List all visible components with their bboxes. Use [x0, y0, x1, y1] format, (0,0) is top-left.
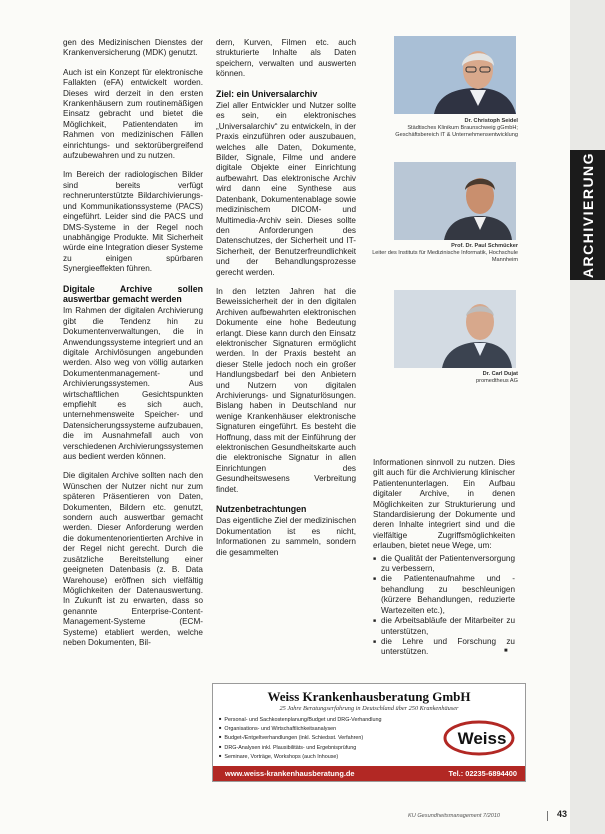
body-paragraph: Auch ist ein Konzept für elektronische Fallakten (eFA) entwickelt worden. Dieses wird derzeit in den ersten Krankenhäusern zum routinemäßigen Einsatz gebracht und bietet die Möglichkeit, Patientendaten im Rahmen von medizinischen Fällen einrichtungs- und sektorübergreifend aufzubewahren und zu nutzen. [63, 67, 203, 161]
body-paragraph: Ziel aller Entwickler und Nutzer sollte es sein, ein elektronisches „Universalarchiv“ zu entwickeln, in der Praxis einzuführen oder auszubauen, welches alle Daten, Dokumente, Bilder, Signale, Filme und andere digitale Objekte einer Einrichtung aufbewahrt. Das elektronische Archiv wird dann eine Synthese aus Datenbank, Dokumentenablage sowie medizinischem DICOM- und Multimedia-Archiv sein. Dieses sollte den Anforderungen des Datenschutzes, der Sicherheit und IT-Sicherheit, der Benutzerfreundlichkeit und der Behandlungsprozesse gerecht werden. [216, 101, 356, 277]
section-tab [570, 150, 605, 280]
body-paragraph: Informationen sinnvoll zu nutzen. Dies gilt auch für die Archivierung klinischer Patientenunterlagen. Ein Aufbau digitaler Archive, in denen Möglichkeiten zur Strukturierung und Standardisierung der Dokumente und deren Inhalte integriert sind und die vielfältige Zugriffsmöglichkeiten erlauben, bietet neue Wege, um: [373, 458, 515, 551]
ad-service-item: ■ Seminare, Vorträge, Workshops (auch Inhouse) [219, 752, 437, 761]
ad-service-item: ■ Organisations- und Wirtschaftlichkeitsanalysen [219, 724, 437, 733]
logo-wordmark: Weiss [457, 729, 507, 748]
author-photo [394, 162, 516, 240]
benefit-list [373, 554, 515, 658]
advertisement [212, 683, 526, 782]
person-role: Städtisches Klinikum Braunschweig gGmbH; Geschäftsbereich IT & Unternehmensentwicklung [395, 125, 518, 138]
ad-service-item: ■ Personal- und Sachkostenplanung/Budget und DRG-Verhandlung [219, 715, 437, 724]
article-end-mark: ■ [504, 648, 508, 654]
body-paragraph: Im Bereich der radiologischen Bilder sind bereits verfügt rechnerunterstützte Bildarchivierungs- und Kommunikationssysteme (PACS) eingeführt. Leider sind die PACS und DMS-Systeme in der Regel noch unabhängige Produkte. Mit Sicherheit würde eine Integration dieser Systeme zu einigen spürbaren Synergieeffekten führen. [63, 170, 203, 274]
section-heading: Nutzenbetrachtungen [216, 504, 307, 515]
author-photo [394, 290, 516, 368]
ad-service-list [219, 715, 437, 761]
body-paragraph: Das eigentliche Ziel der medizinischen Dokumentation ist es nicht, Informationen zu sammeln, sondern die gesammelten [216, 516, 356, 557]
publication-name: KU Gesundheitsmanagement 7/2010 [408, 813, 501, 819]
footer-divider [547, 811, 548, 821]
list-item: ■ die Arbeitsabläufe der Mitarbeiter zu unterstützen, [373, 616, 515, 637]
photo-caption [372, 118, 518, 139]
ad-service-item: ■ DRG-Analysen inkl. Plausibilitäts- und Ergebnisprüfung [219, 743, 437, 752]
body-paragraph: Im Rahmen der digitalen Archivierung gibt die Tendenz hin zu Dokumentenverwaltungen, die in Anwendungssysteme integriert und an digitale Archivlösungen angebunden werden. Also weg von völlig autarken Dokumentenmanagement- und Archivierungssystemen. Aus wirtschaftlichen Gesichtspunkten empfiehlt es sich auch, unternehmensweite Speicher- und Datensicherungssysteme aufzubauen, die im Ausnahmefall auch von verschiedenen Archivierungssystemen aus bedient werden können. [63, 306, 203, 462]
list-item: ■ die Lehre und Forschung zu unterstützen. [373, 637, 515, 658]
list-item: ■ die Patientenaufnahme und -behandlung zu beschleunigen (kürzere Behandlungen, reduzierte Wartezeiten etc.), [373, 574, 515, 616]
weiss-logo [441, 716, 523, 756]
section-heading: Ziel: ein Universalarchiv [216, 88, 318, 99]
section-label: ARCHIVIERUNG [579, 151, 596, 279]
person-name: Prof. Dr. Paul Schmücker [451, 243, 518, 249]
person-name: Dr. Carl Dujat [482, 371, 518, 377]
author-photo [394, 36, 516, 114]
ad-contact-bar [213, 766, 525, 781]
photo-caption [372, 243, 518, 264]
article-column-2 [216, 38, 356, 567]
body-paragraph: Die digitalen Archive sollten nach den Wünschen der Nutzer nicht nur zum späteren Präsentieren von Daten, Dokumenten, Bildern etc. genutzt, sondern auch auswertbar gemacht werden. Dieser Anforderung werden die dokumentenorientierten Archive in der Regel nicht gerecht. Durch die zusätzliche Bereitstellung einer geeigneten Datenbasis (z. B. Data Warehouse) eröffnen sich vielfältig Möglichkeiten der Datenauswertung. In Zukunft ist zu erwarten, dass so genannte Enterprise-Content-Management-Systeme (ECM-Systeme) etabliert werden, welche neben Dokumenten, Bil- [63, 471, 203, 647]
page-number: 43 [557, 809, 568, 819]
photo-caption [372, 371, 518, 385]
article-column-1 [63, 38, 203, 657]
ad-website-link[interactable]: www.weiss-krankenhausberatung.de [225, 769, 355, 778]
article-column-3 [373, 458, 515, 658]
person-role: promedtheus AG [476, 378, 518, 384]
body-paragraph: In den letzten Jahren hat die Beweissicherheit der in den digitalen Archiven aufbewahrten elektronischen Dokumente eine hohe Bedeutung erlangt. Diese kann durch den Einsatz elektronischer Signaturen ermöglicht werden. In der Praxis besteht an dieser Stelle jedoch noch ein großer Handlungsbedarf bei den Anbietern und Nutzern von digitalen Archivierungs- und Signaturlösungen. Bislang haben in Deutschland nur wenige Krankenhäuser elektronische Signaturen eingeführt. Es besteht die Hoffnung, dass mit der Einführung der elektronischen Gesundheitskarte auch die elektronische Signatur in allen Einrichtungen des Gesundheitswesens Verbreitung findet. [216, 286, 356, 494]
ad-phone: Tel.: 02235-6894400 [448, 769, 517, 778]
person-name: Dr. Christoph Seidel [464, 118, 518, 124]
section-heading: Digitale Archive sollen auswertbar gemacht werden [63, 283, 203, 304]
ad-title: Weiss Krankenhausberatung GmbH [267, 689, 471, 704]
ad-subtitle: 25 Jahre Beratungserfahrung in Deutschland über 250 Krankenhäuser [279, 705, 459, 712]
sidebar-strip [570, 0, 605, 834]
body-paragraph: gen des Medizinischen Dienstes der Krankenversicherung (MDK) genutzt. [63, 38, 203, 58]
person-role: Leiter des Instituts für Medizinische Informatik, Hochschule Mannheim [372, 250, 518, 263]
ad-service-item: ■ Budget-/Entgeltverhandlungen (inkl. Schiedsst. Verfahren) [219, 733, 437, 742]
list-item: ■ die Qualität der Patientenversorgung zu verbessern, [373, 554, 515, 575]
body-paragraph: dern, Kurven, Filmen etc. auch strukturierte Inhalte als Daten speichern, verwalten und auswerten können. [216, 38, 356, 79]
